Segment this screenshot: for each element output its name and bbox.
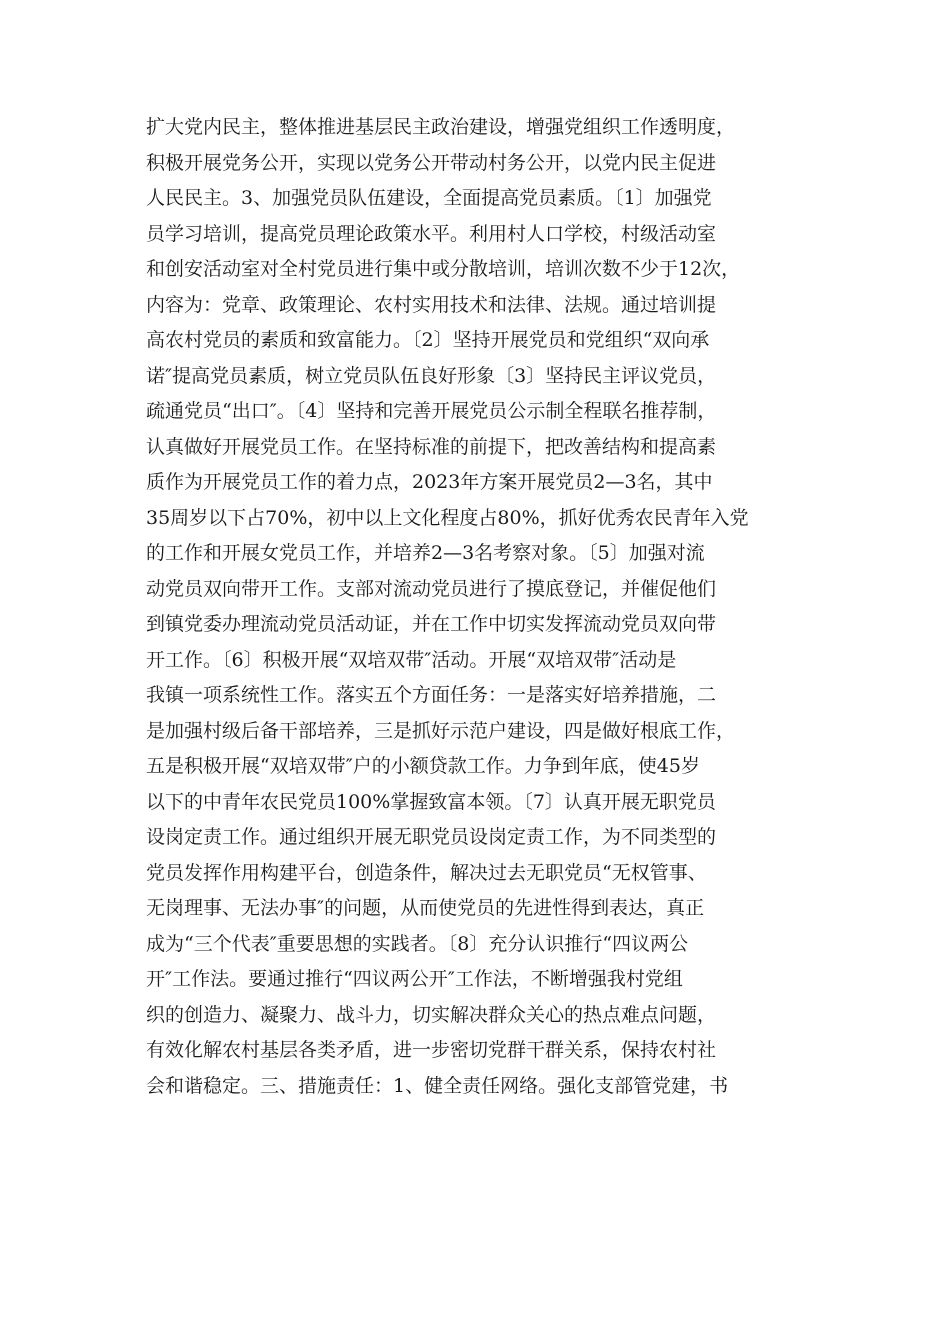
body-text [146,110,846,1104]
text-line: 以下的中青年农民党员100%掌握致富本领。〔7〕认真开展无职党员 [146,790,716,813]
text-line: 35周岁以下占70%，初中以上文化程度占80%，抓好优秀农民青年入党 [146,506,749,529]
text-line: 我镇一项系统性工作。落实五个方面任务：一是落实好培养措施，二 [146,684,717,706]
text-line: 人民民主。3、加强党员队伍建设，全面提高党员素质。〔1〕加强党 [146,187,712,209]
text-line: 员学习培训，提高党员理论政策水平。利用村人口学校，村级活动室 [146,222,717,245]
text-line: 动党员双向带开工作。支部对流动党员进行了摸底登记，并催促他们 [146,577,717,600]
text-line: 五是积极开展“双培双带″户的小额贷款工作。力争到年底，使45岁 [146,755,700,777]
text-line: 开工作。〔6〕积极开展“双培双带″活动。开展“双培双带″活动是 [146,648,677,671]
text-line: 开″工作法。要通过推行“四议两公开″工作法，不断增强我村党组 [146,968,683,990]
text-line: 高农村党员的素质和致富能力。〔2〕坚持开展党员和党组织“双向承 [146,329,710,351]
text-line: 扩大党内民主，整体推进基层民主政治建设，增强党组织工作透明度， [146,116,736,138]
text-line: 是加强村级后备干部培养，三是抓好示范户建设，四是做好根底工作， [146,719,736,742]
text-line: 和创安活动室对全村党员进行集中或分散培训，培训次数不少于12次， [146,258,741,280]
text-line: 党员发挥作用构建平台，创造条件，解决过去无职党员“无权管事、 [146,861,707,884]
text-line: 的工作和开展女党员工作，并培养2—3名考察对象。〔5〕加强对流 [146,542,705,564]
text-line: 内容为：党章、政策理论、农村实用技术和法律、法规。通过培训提 [146,293,717,316]
text-line: 成为“三个代表″重要思想的实践者。〔8〕充分认识推行“四议两公 [146,932,689,955]
text-line: 质作为开展党员工作的着力点，2023年方案开展党员2—3名，其中 [146,471,713,493]
text-line: 认真做好开展党员工作。在坚持标准的前提下，把改善结构和提高素 [146,435,717,458]
text-line: 积极开展党务公开，实现以党务公开带动村务公开，以党内民主促进 [146,151,717,174]
text-line: 到镇党委办理流动党员活动证，并在工作中切实发挥流动党员双向带 [146,613,717,635]
text-line: 疏通党员“出口″。〔4〕坚持和完善开展党员公示制全程联名推荐制， [146,400,717,422]
text-line: 有效化解农村基层各类矛盾，进一步密切党群干群关系，保持农村社 [146,1039,717,1061]
text-line: 织的创造力、凝聚力、战斗力，切实解决群众关心的热点难点问题， [146,1003,717,1026]
text-line: 无岗理事、无法办事″的问题，从而使党员的先进性得到表达，真正 [146,897,705,919]
text-line: 会和谐稳定。三、措施责任：1、健全责任网络。强化支部管党建，书 [146,1074,729,1097]
text-line: 设岗定责工作。通过组织开展无职党员设岗定责工作，为不同类型的 [146,826,717,848]
text-line: 诺″提高党员素质，树立党员队伍良好形象〔3〕坚持民主评议党员， [146,364,717,387]
